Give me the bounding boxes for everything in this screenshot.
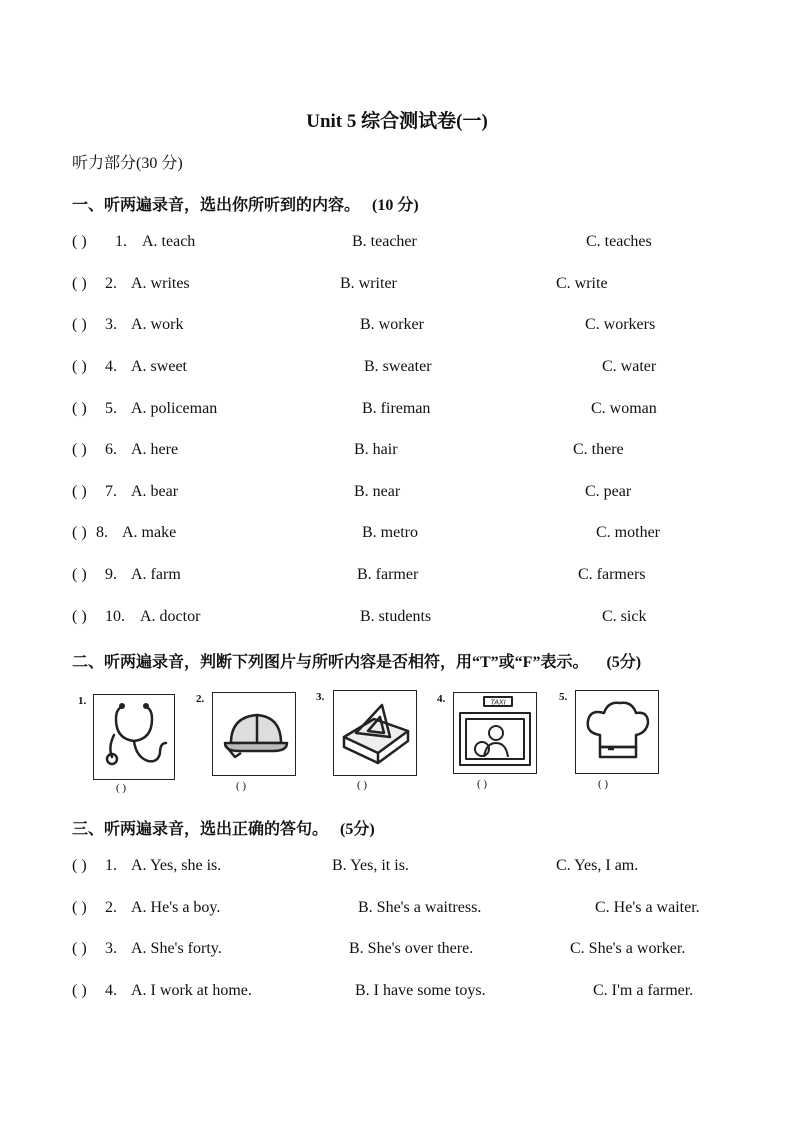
option-b: B. fireman	[362, 400, 431, 417]
answer-blank[interactable]: ( )	[72, 400, 87, 417]
section-2-heading	[72, 649, 641, 672]
option-a: A. work	[131, 316, 184, 333]
option-a: A. writes	[131, 275, 190, 292]
option-a: A. bear	[131, 483, 179, 500]
section-3-score: (5分)	[340, 821, 375, 838]
taxi-sign-text: TAXI	[490, 699, 506, 707]
option-b: B. worker	[360, 316, 424, 333]
answer-blank[interactable]: ( )	[72, 316, 87, 333]
option-b: B. writer	[340, 275, 397, 292]
option-c: C. pear	[585, 483, 632, 500]
option-a: A. I work at home.	[131, 982, 252, 999]
option-c: C. water	[602, 358, 657, 375]
question-number: 10.	[105, 608, 125, 625]
answer-blank[interactable]: ( )	[72, 940, 87, 957]
picture-number: 4.	[437, 693, 446, 705]
books-and-set-square-icon	[333, 690, 417, 776]
section-3-heading	[72, 816, 375, 839]
question-number: 1.	[105, 857, 117, 874]
picture-number: 1.	[78, 695, 87, 707]
answer-blank[interactable]: ( )	[72, 233, 87, 250]
question-number: 4.	[105, 982, 117, 999]
option-c: C. workers	[585, 316, 656, 333]
taxi-driver-icon	[453, 692, 537, 774]
option-b: B. near	[354, 483, 401, 500]
section-1-title: 一、听两遍录音，选出你所听到的内容。	[72, 197, 361, 214]
answer-blank[interactable]: ( )	[72, 566, 87, 583]
question-number: 8.	[96, 524, 108, 541]
picture-number: 2.	[196, 693, 205, 705]
option-b: B. Yes, it is.	[332, 857, 409, 874]
option-c: C. mother	[596, 524, 660, 541]
option-a: A. He's a boy.	[131, 899, 221, 916]
option-b: B. sweater	[364, 358, 432, 375]
option-c: C. write	[556, 275, 608, 292]
answer-blank[interactable]: ( )	[72, 857, 87, 874]
option-c: C. farmers	[578, 566, 646, 583]
question-number: 4.	[105, 358, 117, 375]
option-b: B. farmer	[357, 566, 419, 583]
option-b: B. metro	[362, 524, 418, 541]
hard-hat-icon	[212, 692, 296, 776]
section-1-heading	[72, 192, 419, 215]
picture-answer-blank[interactable]: ( )	[357, 779, 368, 791]
option-c: C. woman	[591, 400, 657, 417]
picture-number: 3.	[316, 691, 325, 703]
option-a: A. Yes, she is.	[131, 857, 222, 874]
option-a: A. policeman	[131, 400, 218, 417]
question-number: 3.	[105, 316, 117, 333]
option-b: B. She's over there.	[349, 940, 474, 957]
picture-answer-blank[interactable]: ( )	[116, 782, 127, 794]
picture-answer-blank[interactable]: ( )	[236, 780, 247, 792]
answer-blank[interactable]: ( )	[72, 483, 87, 500]
picture-answer-blank[interactable]: ( )	[598, 778, 609, 790]
picture-number: 5.	[559, 691, 568, 703]
option-c: C. there	[573, 441, 624, 458]
option-b: B. She's a waitress.	[358, 899, 482, 916]
option-c: C. I'm a farmer.	[593, 982, 694, 999]
section-3-title: 三、听两遍录音，选出正确的答句。	[72, 821, 329, 838]
answer-blank[interactable]: ( )	[72, 608, 87, 625]
option-b: B. I have some toys.	[355, 982, 486, 999]
question-number: 2.	[105, 275, 117, 292]
section-1-score: (10 分)	[372, 197, 419, 214]
question-number: 5.	[105, 400, 117, 417]
option-c: C. He's a waiter.	[595, 899, 700, 916]
option-a: A. doctor	[140, 608, 201, 625]
option-c: C. Yes, I am.	[556, 857, 639, 874]
question-number: 9.	[105, 566, 117, 583]
option-a: A. farm	[131, 566, 181, 583]
question-number: 2.	[105, 899, 117, 916]
page-title: Unit 5 综合测试卷(一)	[306, 111, 488, 132]
option-a: A. here	[131, 441, 179, 458]
stethoscope-icon	[93, 694, 175, 780]
answer-blank[interactable]: ( )	[72, 358, 87, 375]
answer-blank[interactable]: ( )	[72, 524, 87, 541]
option-a: A. make	[122, 524, 177, 541]
section-2-score: (5分)	[606, 654, 642, 671]
chef-hat-icon	[575, 690, 659, 774]
option-b: B. students	[360, 608, 432, 625]
option-a: A. sweet	[131, 358, 187, 375]
option-c: C. teaches	[586, 233, 652, 250]
question-number: 6.	[105, 441, 117, 458]
option-a: A. She's forty.	[131, 940, 222, 957]
section-2-title: 二、听两遍录音，判断下列图片与所听内容是否相符，用“T”或“F”表示。	[72, 654, 589, 671]
answer-blank[interactable]: ( )	[72, 441, 87, 458]
listening-part-label: 听力部分(30 分)	[72, 155, 183, 172]
option-b: B. hair	[354, 441, 398, 458]
question-number: 3.	[105, 940, 117, 957]
question-number: 7.	[105, 483, 117, 500]
option-a: A. teach	[142, 233, 196, 250]
question-number: 1.	[115, 233, 127, 250]
option-c: C. She's a worker.	[570, 940, 686, 957]
answer-blank[interactable]: ( )	[72, 982, 87, 999]
picture-answer-blank[interactable]: ( )	[477, 778, 488, 790]
answer-blank[interactable]: ( )	[72, 275, 87, 292]
answer-blank[interactable]: ( )	[72, 899, 87, 916]
option-c: C. sick	[602, 608, 647, 625]
option-b: B. teacher	[352, 233, 417, 250]
